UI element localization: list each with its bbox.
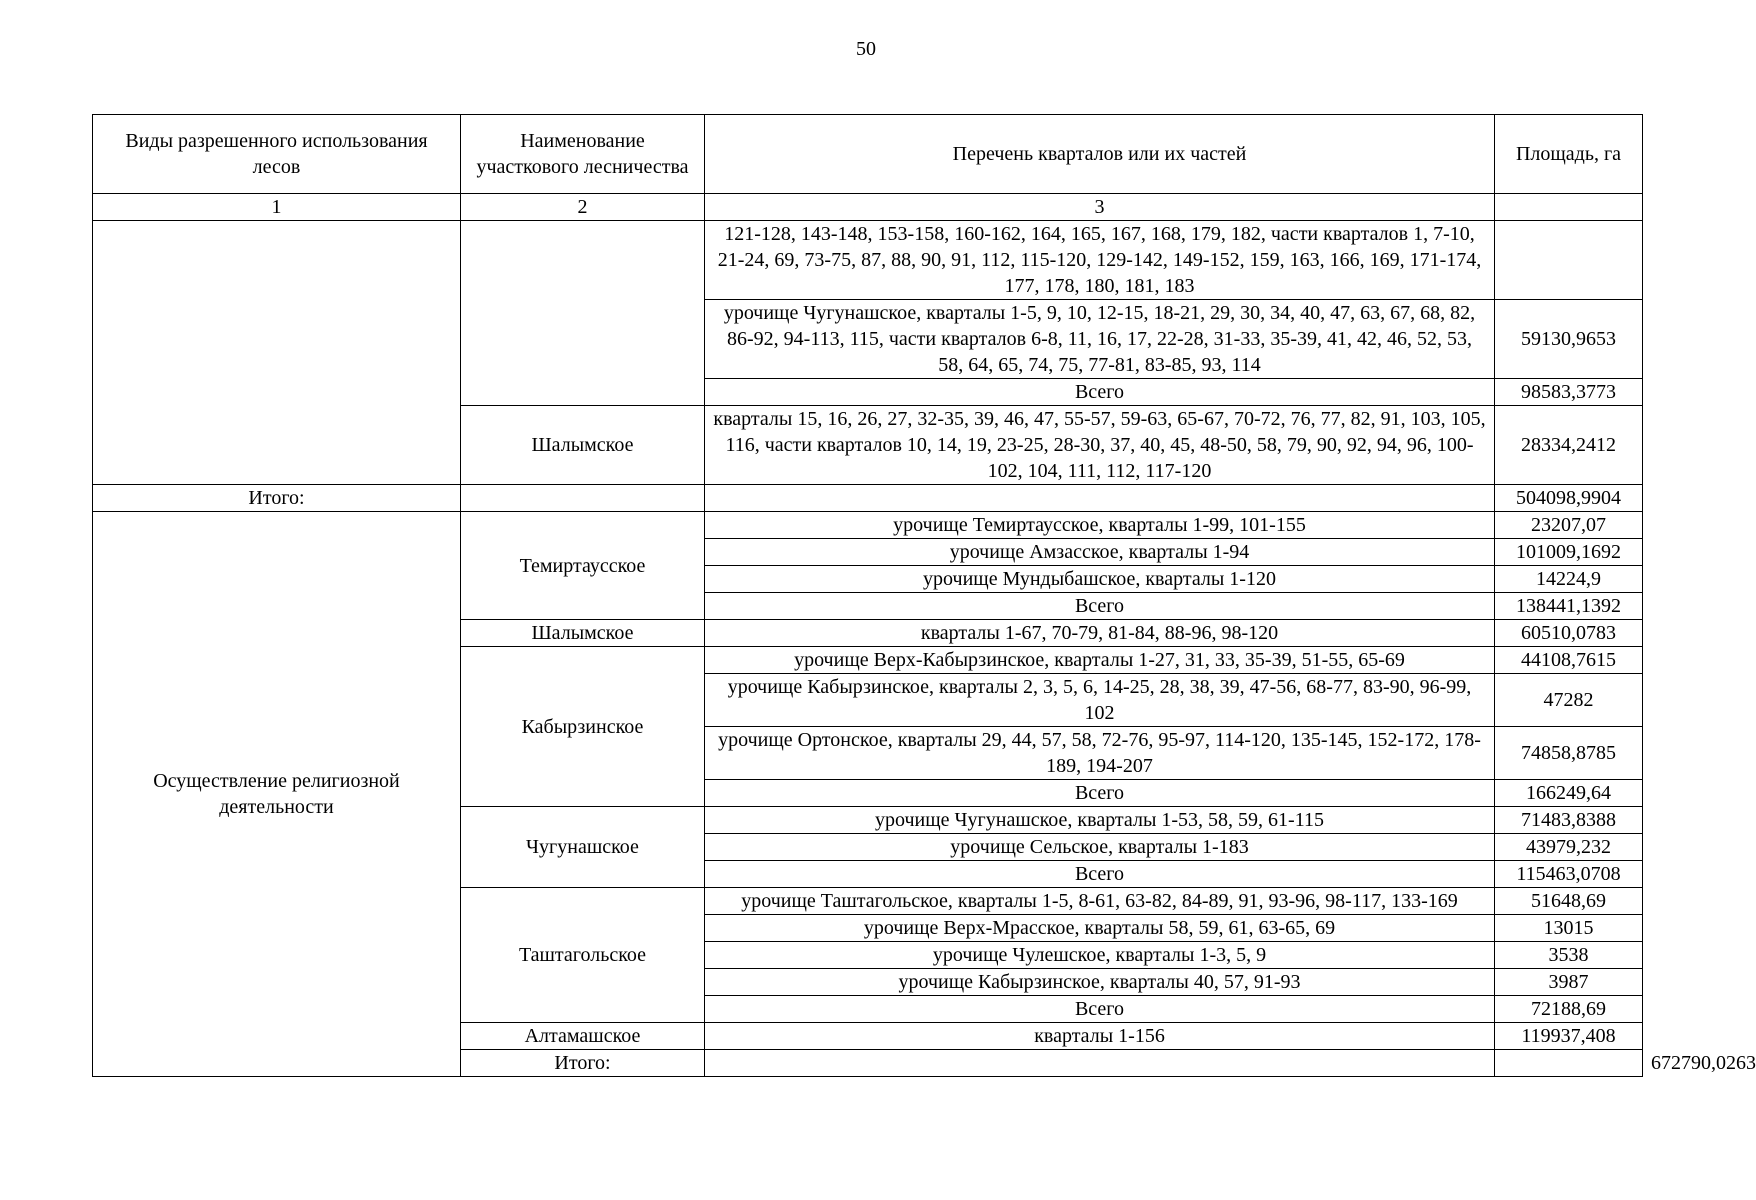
- quarter-list-cell: урочище Верх-Кабырзинское, кварталы 1-27, 31, 33, 35-39, 51-55, 65-69: [705, 647, 1495, 674]
- table-row: [93, 221, 1643, 300]
- column-number: 2: [461, 194, 705, 221]
- area-cell: 74858,8785: [1495, 727, 1643, 780]
- empty-cell: [461, 485, 705, 512]
- column-number: [1495, 194, 1643, 221]
- area-cell: 43979,232: [1495, 834, 1643, 861]
- quarter-list-cell: урочище Ортонское, кварталы 29, 44, 57, 58, 72-76, 95-97, 114-120, 135-145, 152-172, 178-189, 194-207: [705, 727, 1495, 780]
- area-cell: 23207,07: [1495, 512, 1643, 539]
- empty-cell: [705, 1050, 1495, 1077]
- quarter-list-cell: урочище Мундыбашское, кварталы 1-120: [705, 566, 1495, 593]
- forestry-cell: [461, 221, 705, 406]
- subtotal-label: Всего: [705, 861, 1495, 888]
- area-cell: 59130,9653: [1495, 300, 1643, 379]
- subtotal-label: Всего: [705, 593, 1495, 620]
- area-cell: 101009,1692: [1495, 539, 1643, 566]
- area-cell: 3987: [1495, 969, 1643, 996]
- total-area: 504098,9904: [1495, 485, 1643, 512]
- total-row: [93, 485, 1643, 512]
- use-type-cell: [93, 221, 461, 485]
- total-label: Итого:: [93, 485, 461, 512]
- quarter-list-cell: урочище Темиртаусское, кварталы 1-99, 101-155: [705, 512, 1495, 539]
- area-cell: 119937,408: [1495, 1023, 1643, 1050]
- quarter-list-cell: урочище Амзасское, кварталы 1-94: [705, 539, 1495, 566]
- subtotal-label: Всего: [705, 996, 1495, 1023]
- forestry-name: Шалымское: [461, 406, 705, 485]
- quarter-list-cell: урочище Чулешское, кварталы 1-3, 5, 9: [705, 942, 1495, 969]
- forestry-name: Шалымское: [461, 620, 705, 647]
- area-cell: 13015: [1495, 915, 1643, 942]
- header-use-type: Виды разрешенного использования лесов: [93, 115, 461, 194]
- area-cell: 47282: [1495, 674, 1643, 727]
- quarter-list-cell: урочище Чугунашское, кварталы 1-5, 9, 10, 12-15, 18-21, 29, 30, 34, 40, 47, 63, 67, 68, 82, 86-92, 94-113, 115, части кварталов 6-8, 11, 16, 17, 22-28, 31-33, 35-39, 41, 42, 46, 52, 53, 58, 64, 65, 74, 75, 77-81, 83-85, 93, 114: [705, 300, 1495, 379]
- total-label: Итого:: [461, 1050, 705, 1077]
- table-row: [93, 512, 1643, 539]
- subtotal-area: 115463,0708: [1495, 861, 1643, 888]
- area-cell: 14224,9: [1495, 566, 1643, 593]
- quarter-list-cell: урочище Таштагольское, кварталы 1-5, 8-61, 63-82, 84-89, 91, 93-96, 98-117, 133-169: [705, 888, 1495, 915]
- forestry-name: Таштагольское: [461, 888, 705, 1023]
- page-number: 50: [856, 38, 876, 60]
- total-row: Итого: 672790,0263: [93, 1050, 1643, 1077]
- area-cell: 71483,8388: [1495, 807, 1643, 834]
- area-cell: 60510,0783: [1495, 620, 1643, 647]
- quarter-list-cell: урочище Кабырзинское, кварталы 40, 57, 91-93: [705, 969, 1495, 996]
- quarter-list-cell: урочище Сельское, кварталы 1-183: [705, 834, 1495, 861]
- header-area: Площадь, га: [1495, 115, 1643, 194]
- empty-cell: [1495, 1050, 1643, 1077]
- header-row: [93, 115, 1643, 194]
- header-forestry-name: Наименование участкового лесничества: [461, 115, 705, 194]
- empty-cell: [705, 485, 1495, 512]
- subtotal-area: 138441,1392: [1495, 593, 1643, 620]
- quarter-list-cell: урочище Чугунашское, кварталы 1-53, 58, 59, 61-115: [705, 807, 1495, 834]
- area-cell: 51648,69: [1495, 888, 1643, 915]
- quarter-list-cell: кварталы 15, 16, 26, 27, 32-35, 39, 46, 47, 55-57, 59-63, 65-67, 70-72, 76, 77, 82, 91, 103, 105, 116, части кварталов 10, 14, 19, 23-25, 28-30, 37, 40, 45, 48-50, 58, 79, 90, 92, 94, 96, 100-102, 104, 111, 112, 117-120: [705, 406, 1495, 485]
- forestry-name: Темиртаусское: [461, 512, 705, 620]
- subtotal-label: Всего: [705, 780, 1495, 807]
- subtotal-area: 72188,69: [1495, 996, 1643, 1023]
- forest-use-table: [92, 114, 1756, 1077]
- subtotal-label: Всего: [705, 379, 1495, 406]
- area-cell: [1495, 221, 1643, 300]
- quarter-list-cell: урочище Кабырзинское, кварталы 2, 3, 5, 6, 14-25, 28, 38, 39, 47-56, 68-77, 83-90, 96-99, 102: [705, 674, 1495, 727]
- subtotal-area: 98583,3773: [1495, 379, 1643, 406]
- area-cell: 44108,7615: [1495, 647, 1643, 674]
- subtotal-area: 166249,64: [1495, 780, 1643, 807]
- forestry-name: Чугунашское: [461, 807, 705, 888]
- column-number: 1: [93, 194, 461, 221]
- use-type-cell: Осуществление религиозной деятельности: [93, 512, 461, 1077]
- area-cell: 28334,2412: [1495, 406, 1643, 485]
- quarter-list-cell: 121-128, 143-148, 153-158, 160-162, 164, 165, 167, 168, 179, 182, части кварталов 1, 7-10, 21-24, 69, 73-75, 87, 88, 90, 91, 112, 115-120, 129-142, 149-152, 159, 163, 166, 169, 171-174, 177, 178, 180, 181, 183: [705, 221, 1495, 300]
- quarter-list-cell: кварталы 1-67, 70-79, 81-84, 88-96, 98-120: [705, 620, 1495, 647]
- forestry-name: Алтамашское: [461, 1023, 705, 1050]
- quarter-list-cell: урочище Верх-Мрасское, кварталы 58, 59, 61, 63-65, 69: [705, 915, 1495, 942]
- column-number: 3: [705, 194, 1495, 221]
- quarter-list-cell: кварталы 1-156: [705, 1023, 1495, 1050]
- header-quarter-list: Перечень кварталов или их частей: [705, 115, 1495, 194]
- area-cell: 3538: [1495, 942, 1643, 969]
- forestry-name: Кабырзинское: [461, 647, 705, 807]
- column-number-row: [93, 194, 1643, 221]
